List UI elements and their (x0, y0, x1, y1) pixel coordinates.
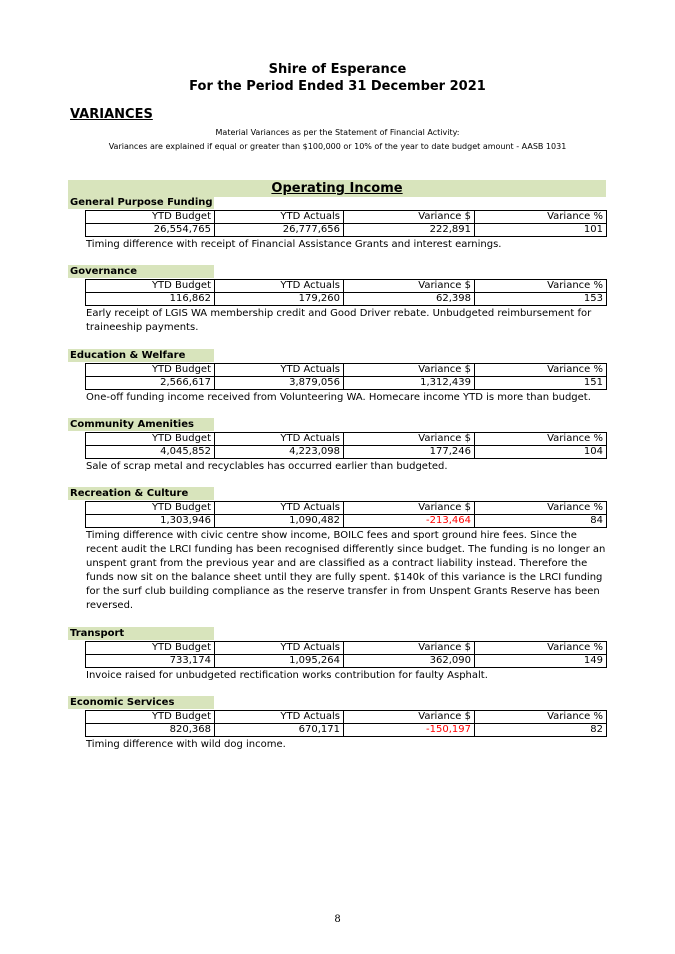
variance-table (85, 710, 607, 737)
ytd-actuals-value: 179,260 (215, 293, 344, 306)
variance-percent-value: 84 (475, 515, 607, 528)
variances-heading: VARIANCES (70, 107, 153, 122)
section-label: General Purpose Funding (70, 197, 213, 208)
intro-line-1: Material Variances as per the Statement of Financial Activity: (215, 128, 460, 137)
col-header-variance-amount: Variance $ (344, 364, 475, 377)
col-header-variance-percent: Variance % (475, 211, 607, 224)
variance-amount-value: 362,090 (344, 655, 475, 668)
category-title: Operating Income (271, 181, 403, 196)
table-header-row (86, 211, 607, 224)
col-header-ytd-budget: YTD Budget (86, 433, 215, 446)
col-header-variance-amount: Variance $ (344, 211, 475, 224)
section-comment: Timing difference with civic centre show income, BOILC fees and sport ground hire fees. Since the recent audit the LRCI funding has been recognised differently since budget. The funding is no longer an unspent grant from the previous year and are classified as a contract liability instead. Therefore the funds now sit on the balance sheet until they are fully spent. $140k of this variance is the LRCI funding for the surf club building compliance as the reserve transfer in from Unspent Grants Reserve has been reversed. (86, 530, 606, 611)
category-header (68, 180, 606, 197)
section-comment: Timing difference with receipt of Financial Assistance Grants and interest earnings. (86, 239, 502, 250)
col-header-variance-amount: Variance $ (344, 642, 475, 655)
col-header-ytd-budget: YTD Budget (86, 642, 215, 655)
variance-table (85, 641, 607, 668)
variance-percent-value: 101 (475, 224, 607, 237)
ytd-budget-value: 26,554,765 (86, 224, 215, 237)
variance-percent-value: 149 (475, 655, 607, 668)
col-header-ytd-actuals: YTD Actuals (215, 642, 344, 655)
col-header-variance-amount: Variance $ (344, 280, 475, 293)
col-header-ytd-budget: YTD Budget (86, 211, 215, 224)
col-header-variance-percent: Variance % (475, 280, 607, 293)
table-header-row (86, 711, 607, 724)
section-label: Transport (68, 627, 214, 640)
ytd-actuals-value: 670,171 (215, 724, 344, 737)
section-label: Economic Services (68, 696, 214, 709)
table-row (86, 446, 607, 459)
table-row (86, 515, 607, 528)
section-label: Community Amenities (68, 418, 214, 431)
ytd-budget-value: 820,368 (86, 724, 215, 737)
variance-percent-value: 82 (475, 724, 607, 737)
col-header-ytd-actuals: YTD Actuals (215, 711, 344, 724)
ytd-actuals-value: 26,777,656 (215, 224, 344, 237)
col-header-ytd-budget: YTD Budget (86, 280, 215, 293)
page-number: 8 (334, 914, 341, 925)
variance-percent-value: 153 (475, 293, 607, 306)
table-header-row (86, 502, 607, 515)
col-header-variance-percent: Variance % (475, 642, 607, 655)
ytd-actuals-value: 1,095,264 (215, 655, 344, 668)
period-title: For the Period Ended 31 December 2021 (189, 79, 486, 94)
col-header-ytd-actuals: YTD Actuals (215, 280, 344, 293)
variance-amount-value: 222,891 (344, 224, 475, 237)
table-row (86, 724, 607, 737)
variance-amount-value: -213,464 (344, 515, 475, 528)
table-row (86, 224, 607, 237)
ytd-budget-value: 2,566,617 (86, 377, 215, 390)
section-label: Education & Welfare (68, 349, 214, 362)
variance-table (85, 210, 607, 237)
ytd-actuals-value: 4,223,098 (215, 446, 344, 459)
col-header-variance-amount: Variance $ (344, 502, 475, 515)
ytd-budget-value: 116,862 (86, 293, 215, 306)
section-comment: One-off funding income received from Volunteering WA. Homecare income YTD is more than budget. (86, 392, 591, 403)
section-label: Recreation & Culture (68, 487, 214, 500)
table-row (86, 377, 607, 390)
ytd-actuals-value: 3,879,056 (215, 377, 344, 390)
col-header-variance-amount: Variance $ (344, 711, 475, 724)
section-comment: Sale of scrap metal and recyclables has occurred earlier than budgeted. (86, 461, 448, 472)
variance-amount-value: 177,246 (344, 446, 475, 459)
table-header-row (86, 433, 607, 446)
variance-table (85, 432, 607, 459)
intro-line-2: Variances are explained if equal or greater than $100,000 or 10% of the year to date budget amount - AASB 1031 (108, 142, 567, 151)
col-header-ytd-actuals: YTD Actuals (215, 502, 344, 515)
col-header-variance-percent: Variance % (475, 364, 607, 377)
variance-percent-value: 104 (475, 446, 607, 459)
organisation-title: Shire of Esperance (268, 62, 407, 77)
section-comment: Timing difference with wild dog income. (86, 739, 286, 750)
variance-amount-value: -150,197 (344, 724, 475, 737)
col-header-variance-amount: Variance $ (344, 433, 475, 446)
variance-table (85, 279, 607, 306)
table-row (86, 293, 607, 306)
col-header-ytd-budget: YTD Budget (86, 364, 215, 377)
col-header-ytd-actuals: YTD Actuals (215, 433, 344, 446)
variance-percent-value: 151 (475, 377, 607, 390)
table-header-row (86, 642, 607, 655)
col-header-variance-percent: Variance % (475, 711, 607, 724)
section-label: Governance (68, 265, 214, 278)
section-comment: Early receipt of LGIS WA membership credit and Good Driver rebate. Unbudgeted reimbursement for traineeship payments. (86, 308, 592, 333)
ytd-budget-value: 4,045,852 (86, 446, 215, 459)
col-header-variance-percent: Variance % (475, 433, 607, 446)
variance-table (85, 501, 607, 528)
ytd-budget-value: 733,174 (86, 655, 215, 668)
variance-table (85, 363, 607, 390)
col-header-ytd-actuals: YTD Actuals (215, 211, 344, 224)
col-header-ytd-budget: YTD Budget (86, 711, 215, 724)
col-header-ytd-budget: YTD Budget (86, 502, 215, 515)
col-header-variance-percent: Variance % (475, 502, 607, 515)
variance-amount-value: 1,312,439 (344, 377, 475, 390)
col-header-ytd-actuals: YTD Actuals (215, 364, 344, 377)
table-row (86, 655, 607, 668)
variance-amount-value: 62,398 (344, 293, 475, 306)
ytd-actuals-value: 1,090,482 (215, 515, 344, 528)
section-comment: Invoice raised for unbudgeted rectification works contribution for faulty Asphalt. (86, 670, 488, 681)
ytd-budget-value: 1,303,946 (86, 515, 215, 528)
table-header-row (86, 364, 607, 377)
table-header-row (86, 280, 607, 293)
